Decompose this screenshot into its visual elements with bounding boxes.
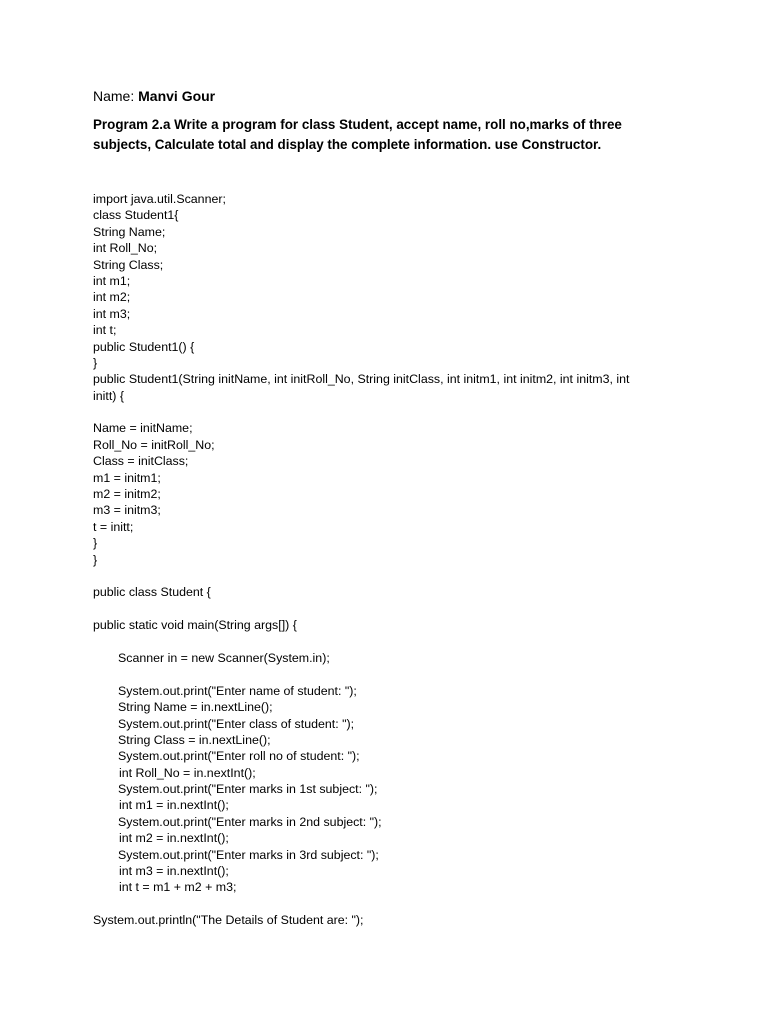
code-line: System.out.print("Enter marks in 1st subject: "); <box>118 782 378 797</box>
code-line: String Class; <box>93 257 164 272</box>
code-line: int Roll_No = in.nextInt(); <box>119 765 256 780</box>
code-line: String Name; <box>93 224 166 239</box>
code-line: int m1; <box>93 273 131 288</box>
code-line: m1 = initm1; <box>93 470 161 485</box>
code-line: System.out.print("Enter marks in 3rd subject: "); <box>118 847 379 862</box>
code-line: public static void main(String args[]) { <box>93 618 297 633</box>
code-line: Class = initClass; <box>93 454 189 469</box>
code-line: String Name = in.nextLine(); <box>118 700 273 715</box>
code-line: int m3; <box>93 306 131 321</box>
code-line: System.out.print("Enter roll no of student: "); <box>118 749 360 764</box>
code-line: int Roll_No; <box>93 241 158 256</box>
code-line: public Student1(String initName, int initRoll_No, String initClass, int initm1, int initm2, int initm3, int <box>93 372 630 387</box>
code-line: int m1 = in.nextInt(); <box>119 798 229 813</box>
code-line <box>93 634 693 650</box>
name-label: Name: <box>93 88 135 104</box>
code-line: t = initt; <box>93 519 134 534</box>
code-line: String Class = in.nextLine(); <box>118 732 271 747</box>
code-line <box>93 568 693 584</box>
code-listing <box>93 191 693 929</box>
code-line: } <box>93 552 98 567</box>
code-line: Name = initName; <box>93 421 193 436</box>
code-line: Scanner in = new Scanner(System.in); <box>118 650 330 665</box>
code-line: Roll_No = initRoll_No; <box>93 437 215 452</box>
code-line: System.out.print("Enter class of student: "); <box>118 716 355 731</box>
code-line: m3 = initm3; <box>93 503 161 518</box>
program-title <box>93 115 693 155</box>
code-line: public class Student { <box>93 585 211 600</box>
code-line: m2 = initm2; <box>93 487 161 502</box>
code-line: System.out.print("Enter name of student: "); <box>118 683 357 698</box>
name-value: Manvi Gour <box>138 88 216 104</box>
code-line: initt) { <box>93 388 124 403</box>
code-line: import java.util.Scanner; <box>93 192 226 206</box>
code-line: int m3 = in.nextInt(); <box>119 864 229 879</box>
author-name-line <box>93 87 215 105</box>
code-line: int t = m1 + m2 + m3; <box>119 880 237 895</box>
code-line <box>93 666 693 682</box>
code-line: } <box>93 355 98 370</box>
code-line: class Student1{ <box>93 208 179 223</box>
program-title-line: subjects, Calculate total and display the complete information. use Constructor. <box>93 137 602 152</box>
code-line: System.out.println("The Details of Student are: "); <box>93 913 364 928</box>
code-line: int m2; <box>93 290 131 305</box>
code-line: public Student1() { <box>93 339 195 354</box>
code-line <box>93 601 693 617</box>
code-line: int t; <box>93 323 117 338</box>
code-line: int m2 = in.nextInt(); <box>119 831 229 846</box>
code-line <box>93 404 693 420</box>
code-line <box>93 896 693 912</box>
program-title-line: Program 2.a Write a program for class Student, accept name, roll no,marks of three <box>93 117 622 132</box>
code-line: System.out.print("Enter marks in 2nd subject: "); <box>118 814 382 829</box>
code-line: } <box>93 536 98 551</box>
